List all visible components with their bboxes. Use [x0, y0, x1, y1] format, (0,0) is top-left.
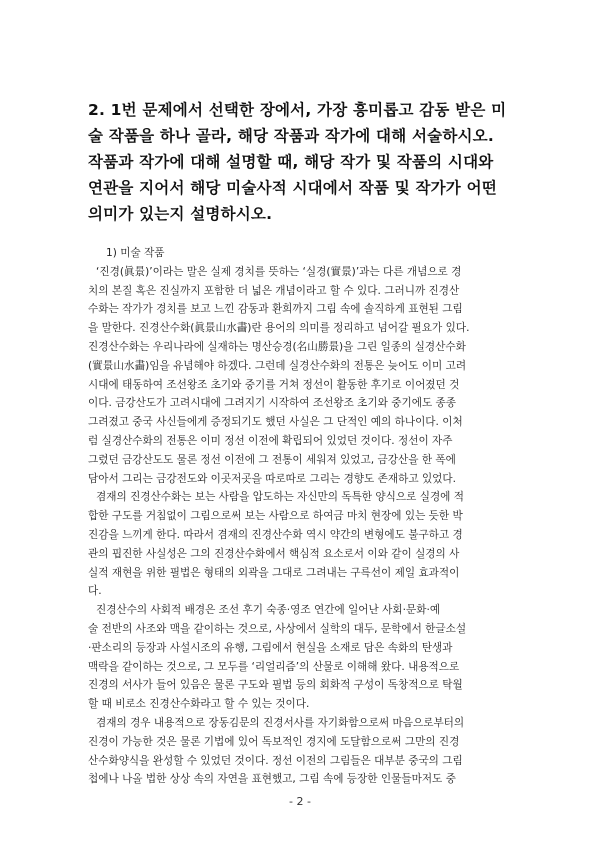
body-line: 을 말한다. 진경산수화(眞景山水畵)란 용어의 의미를 정리하고 넘어갈 필요가 있다. — [88, 322, 470, 335]
question-line: 2. 1번 문제에서 선택한 장에서, 가장 흥미롭고 감동 받은 미 — [88, 101, 507, 119]
answer-body — [88, 244, 520, 789]
question-line: 연관을 지어서 해당 미술사적 시대에서 작품 및 작가가 어떤 — [88, 179, 497, 197]
body-line: 겸재의 경우 내용적으로 장동김문의 진경서사를 자기화함으로써 마음으로부터의 — [96, 716, 465, 729]
question-line: 술 작품을 하나 골라, 해당 작품과 작가에 대해 서술하시오. — [88, 127, 494, 145]
body-line: 시대에 태동하여 조선왕조 초기와 중기를 거쳐 정선이 활동한 후기로 이어졌던 것 — [88, 378, 460, 391]
body-line: 진경이 가능한 것은 물론 기법에 있어 독보적인 경지에 도달함으로써 그만의 진경 — [88, 735, 460, 748]
body-line: 진경의 서사가 들어 있음은 물론 구도와 필법 등의 회화적 구성이 독창적으로 탁월 — [88, 679, 463, 692]
body-line: (實景山水畵)임을 유념해야 하겠다. 그런데 실경산수화의 전통은 늦어도 이미 고려 — [88, 359, 467, 372]
question-line: 의미가 있는지 설명하시오. — [88, 205, 273, 223]
body-line: 진감을 느끼게 한다. 따라서 겸재의 진경산수화 역시 약간의 변형에도 불구하고 경 — [88, 528, 463, 541]
section-title: 1) 미술 작품 — [106, 247, 165, 259]
body-line: 산수화양식을 완성할 수 있었던 것이다. 정선 이전의 그림들은 대부분 중국의 그림 — [88, 754, 463, 767]
body-line: 그렸던 금강산도도 물론 정선 이전에 그 전통이 세워져 있었고, 금강산을 한 폭에 — [88, 453, 456, 466]
question-block — [88, 97, 528, 227]
body-line: 합한 구도를 거침없이 그림으로써 보는 사람으로 하여금 마치 현장에 있는 듯한 박 — [88, 510, 463, 523]
page-number: - 2 - — [289, 795, 311, 808]
body-line: 진경산수의 사회적 배경은 조선 후기 숙종·영조 연간에 일어난 사회·문화·예 — [96, 604, 441, 617]
body-line: 관의 핍진한 사실성은 그의 진경산수화에서 핵심적 요소로서 이와 같이 실경의 사 — [88, 547, 460, 560]
body-line: 치의 본질 혹은 진실까지 포함한 더 넓은 개념이라고 할 수 있다. 그러니까 진경산 — [88, 284, 460, 297]
body-line: 실적 재현을 위한 필법은 형태의 외곽을 그대로 그려내는 구륵선이 제일 효과적이 — [88, 566, 460, 579]
body-line: 진경산수화는 우리나라에 실재하는 명산승경(名山勝景)을 그린 일종의 실경산수화 — [88, 340, 466, 353]
body-line: 할 때 비로소 진경산수화라고 할 수 있는 것이다. — [88, 698, 310, 711]
body-line: ·판소리의 등장과 사설시조의 유행, 그림에서 현실을 소재로 담은 속화의 탄생과 — [88, 641, 453, 654]
body-line: 첩에나 나올 법한 상상 속의 자연을 표현했고, 그림 속에 등장한 인물들마저도 중 — [88, 773, 456, 786]
body-line: 다. — [88, 585, 102, 598]
body-line: 럼 실경산수화의 전통은 이미 정선 이전에 확립되어 있었던 것이다. 정선이 자주 — [88, 434, 453, 447]
question-line: 작품과 작가에 대해 설명할 때, 해당 작가 및 작품의 시대와 — [88, 153, 494, 171]
body-line: 겸재의 진경산수화는 보는 사람을 압도하는 자신만의 독특한 양식으로 실경에 적 — [96, 491, 465, 504]
body-line: 술 전반의 사조와 맥을 같이하는 것으로, 사상에서 실학의 대두, 문학에서 한글소설 — [88, 622, 467, 635]
body-line: 맥락을 같이하는 것으로, 그 모두를 ‘리얼리즘’의 산물로 이해해 왔다. 내용적으로 — [88, 660, 460, 673]
body-line: ‘진경(眞景)’이라는 말은 실제 경치를 뜻하는 ‘실경(實景)’과는 다른 개념으로 경 — [96, 265, 462, 278]
body-line: 담아서 그리는 금강전도와 이곳저곳을 따로따로 그리는 경향도 존재하고 있었다. — [88, 472, 457, 485]
body-line: 이다. 금강산도가 고려시대에 그려지기 시작하여 조선왕조 초기와 중기에도 종종 — [88, 397, 457, 410]
body-line: 그려졌고 중국 사신들에게 증정되기도 했던 사실은 그 단적인 예의 하나이다. 이처 — [88, 416, 463, 429]
body-line: 수화는 작가가 경치를 보고 느낀 감동과 환희까지 그림 속에 솔직하게 표현된 그림 — [88, 303, 463, 316]
